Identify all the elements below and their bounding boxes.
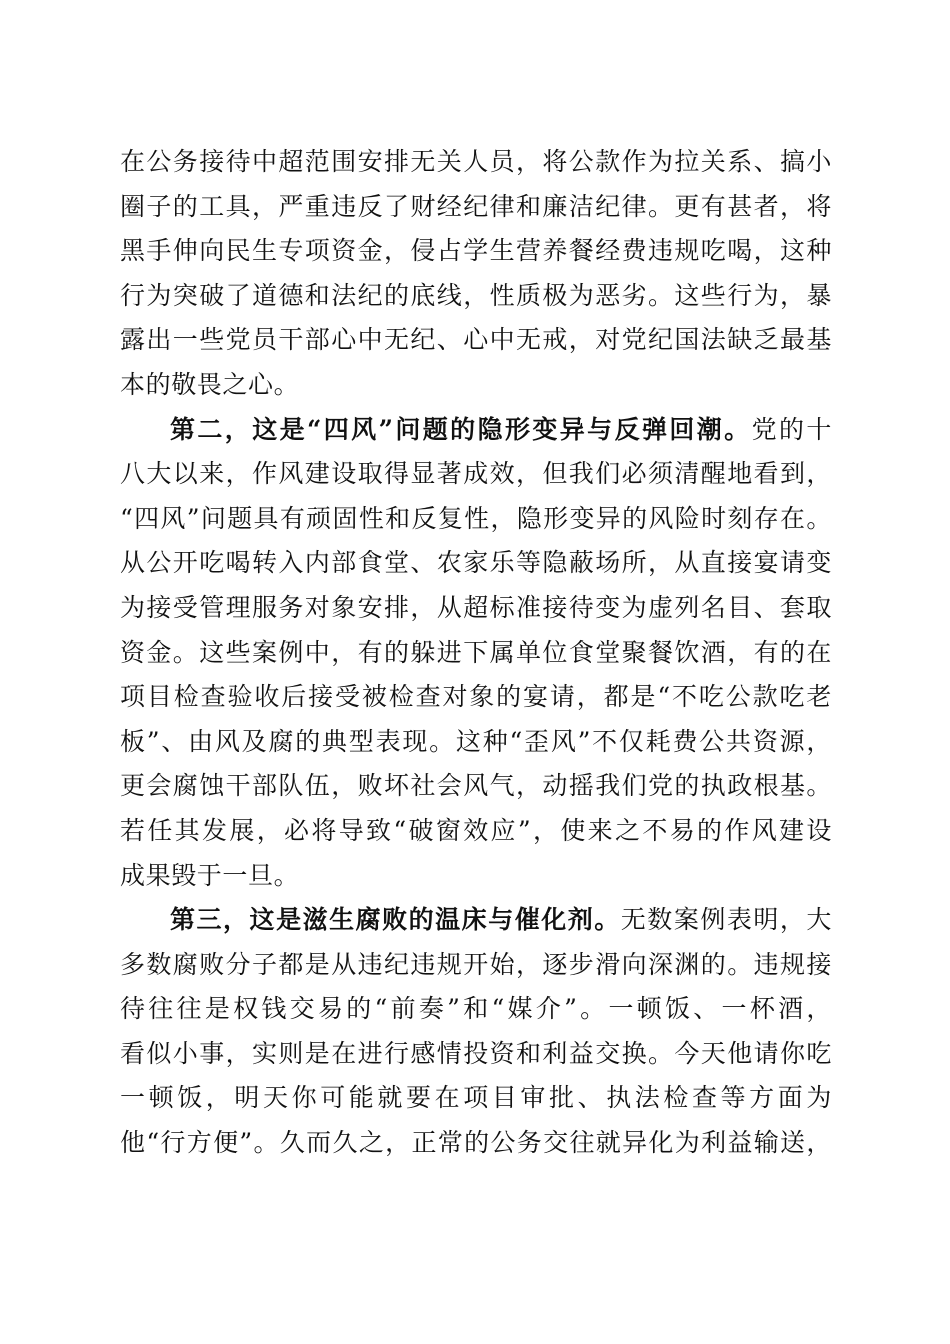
paragraph-3 — [120, 898, 832, 1166]
paragraph-1 — [120, 140, 832, 408]
text-line: 看似小事，实则是在进行感情投资和利益交换。今天他请你吃 — [120, 1038, 832, 1068]
text-line: 本的敬畏之心。 — [120, 369, 300, 399]
text-line: 黑手伸向民生专项资金，侵占学生营养餐经费违规吃喝，这种 — [120, 236, 832, 266]
text-line: 圈子的工具，严重违反了财经纪律和廉洁纪律。更有甚者，将 — [120, 191, 832, 221]
text-line: 从公开吃喝转入内部食堂、农家乐等隐蔽场所，从直接宴请变 — [120, 548, 832, 578]
paragraph-lead-heading: 第二，这是“四风”问题的隐形变异与反弹回潮。 — [170, 414, 752, 444]
text-line: 多数腐败分子都是从违纪违规开始，逐步滑向深渊的。违规接 — [120, 949, 832, 979]
text-line-first — [120, 898, 832, 943]
paragraph-lead-rest: 党的十 — [751, 414, 832, 444]
text-line: 露出一些党员干部心中无纪、心中无戒，对党纪国法缺乏最基 — [120, 325, 832, 355]
text-line: 资金。这些案例中，有的躲进下属单位食堂聚餐饮酒，有的在 — [120, 637, 832, 667]
text-line: “四风”问题具有顽固性和反复性，隐形变异的风险时刻存在。 — [120, 503, 832, 533]
paragraph-lead-heading: 第三，这是滋生腐败的温床与催化剂。 — [170, 905, 621, 935]
paragraph-2 — [120, 408, 832, 899]
text-line: 待往往是权钱交易的“前奏”和“媒介”。一顿饭、一杯酒， — [120, 994, 832, 1024]
text-line: 一顿饭，明天你可能就要在项目审批、执法检查等方面为 — [120, 1083, 832, 1113]
document-body — [120, 140, 832, 1166]
text-line: 为接受管理服务对象安排，从超标准接待变为虚列名目、套取 — [120, 592, 832, 622]
text-line: 在公务接待中超范围安排无关人员，将公款作为拉关系、搞小 — [120, 147, 832, 176]
paragraph-lead-rest: 无数案例表明，大 — [620, 905, 832, 935]
text-line: 八大以来，作风建设取得显著成效，但我们必须清醒地看到， — [120, 459, 832, 489]
text-line: 若任其发展，必将导致“破窗效应”，使来之不易的作风建设 — [120, 815, 832, 845]
text-line: 行为突破了道德和法纪的底线，性质极为恶劣。这些行为，暴 — [120, 280, 832, 310]
text-line: 成果毁于一旦。 — [120, 860, 300, 890]
text-line: 更会腐蚀干部队伍，败坏社会风气，动摇我们党的执政根基。 — [120, 771, 832, 801]
text-line: 项目检查验收后接受被检查对象的宴请，都是“不吃公款吃老 — [120, 682, 832, 712]
text-line-first — [120, 408, 832, 453]
text-line: 他“行方便”。久而久之，正常的公务交往就异化为利益输送， — [120, 1128, 832, 1158]
text-line: 板”、由风及腐的典型表现。这种“歪风”不仅耗费公共资源， — [120, 726, 832, 756]
